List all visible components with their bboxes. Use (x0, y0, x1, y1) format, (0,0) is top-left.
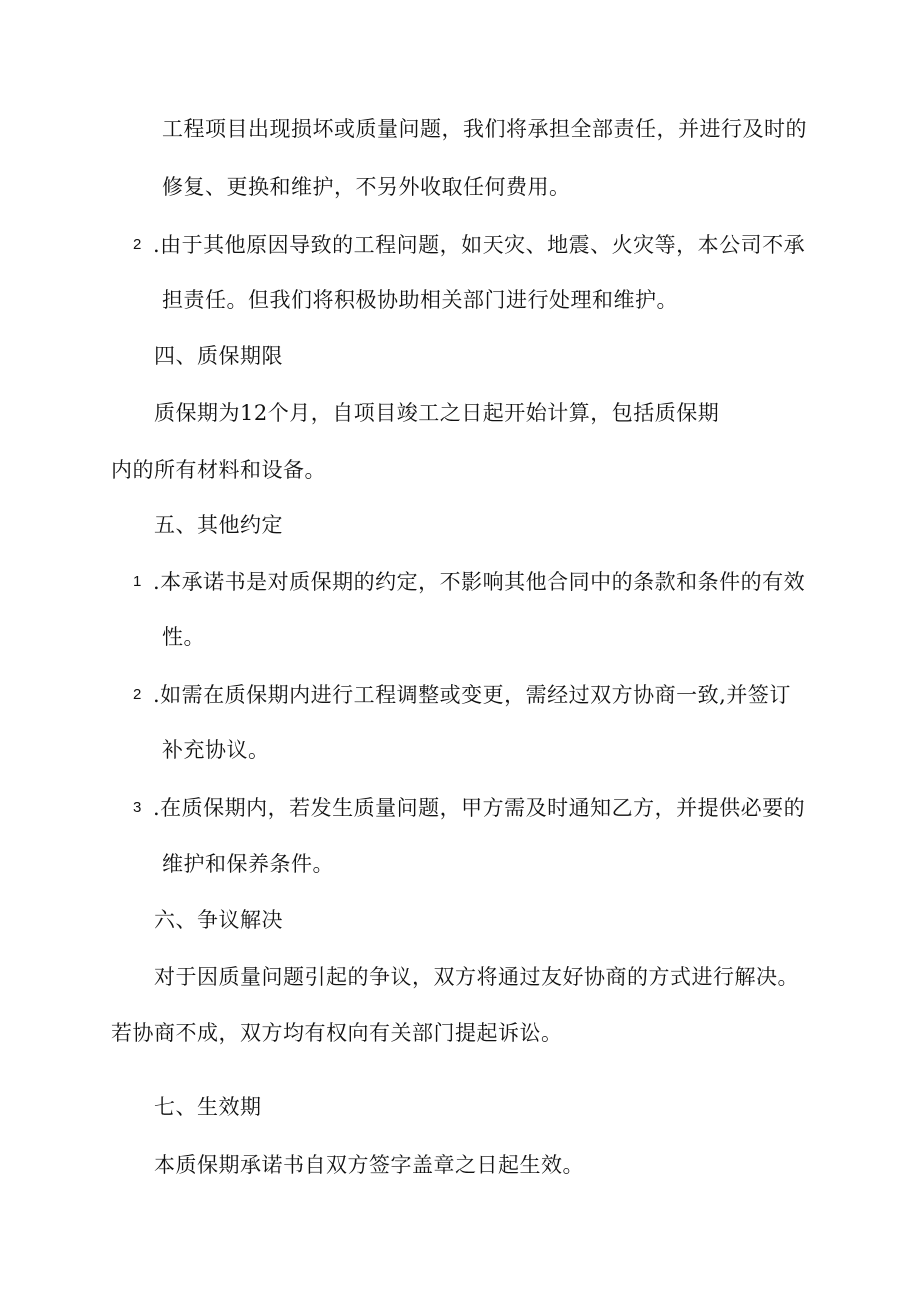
paragraph-line: 工程项目出现损坏或质量问题，我们将承担全部责任，并进行及时的 (162, 117, 807, 141)
paragraph-line: 内的所有材料和设备。 (111, 458, 326, 482)
list-item-continuation: 补充协议。 (162, 738, 270, 762)
list-item-continuation: 维护和保养条件。 (162, 852, 334, 876)
list-item-text: .在质保期内，若发生质量问题，甲方需及时通知乙方，并提供必要的 (153, 796, 806, 820)
list-item-continuation: 性。 (162, 625, 205, 649)
list-number: 1 (133, 573, 142, 590)
list-item-text: .本承诺书是对质保期的约定，不影响其他合同中的条款和条件的有效 (153, 570, 806, 594)
section-heading: 七、生效期 (154, 1095, 262, 1119)
paragraph-line: 若协商不成，双方均有权向有关部门提起诉讼。 (111, 1021, 563, 1045)
paragraph-line: 本质保期承诺书自双方签字盖章之日起生效。 (154, 1153, 584, 1177)
list-number: 2 (133, 236, 142, 253)
paragraph-line: 对于因质量问题引起的争议，双方将通过友好协商的方式进行解决。 (154, 965, 799, 989)
list-item-text: .如需在质保期内进行工程调整或变更，需经过双方协商一致,并签订 (153, 683, 791, 707)
list-number: 3 (133, 799, 142, 816)
list-item-continuation: 担责任。但我们将积极协助相关部门进行处理和维护。 (162, 288, 678, 312)
section-heading: 四、质保期限 (154, 344, 283, 368)
list-number: 2 (133, 686, 142, 703)
paragraph-line: 修复、更换和维护，不另外收取任何费用。 (162, 175, 571, 199)
section-heading: 五、其他约定 (154, 513, 283, 537)
section-heading: 六、争议解决 (154, 908, 283, 932)
list-item-text: .由于其他原因导致的工程问题，如天灾、地震、火灾等，本公司不承 (153, 233, 806, 257)
paragraph-line: 质保期为12个月，自项目竣工之日起开始计算，包括质保期 (154, 401, 720, 425)
